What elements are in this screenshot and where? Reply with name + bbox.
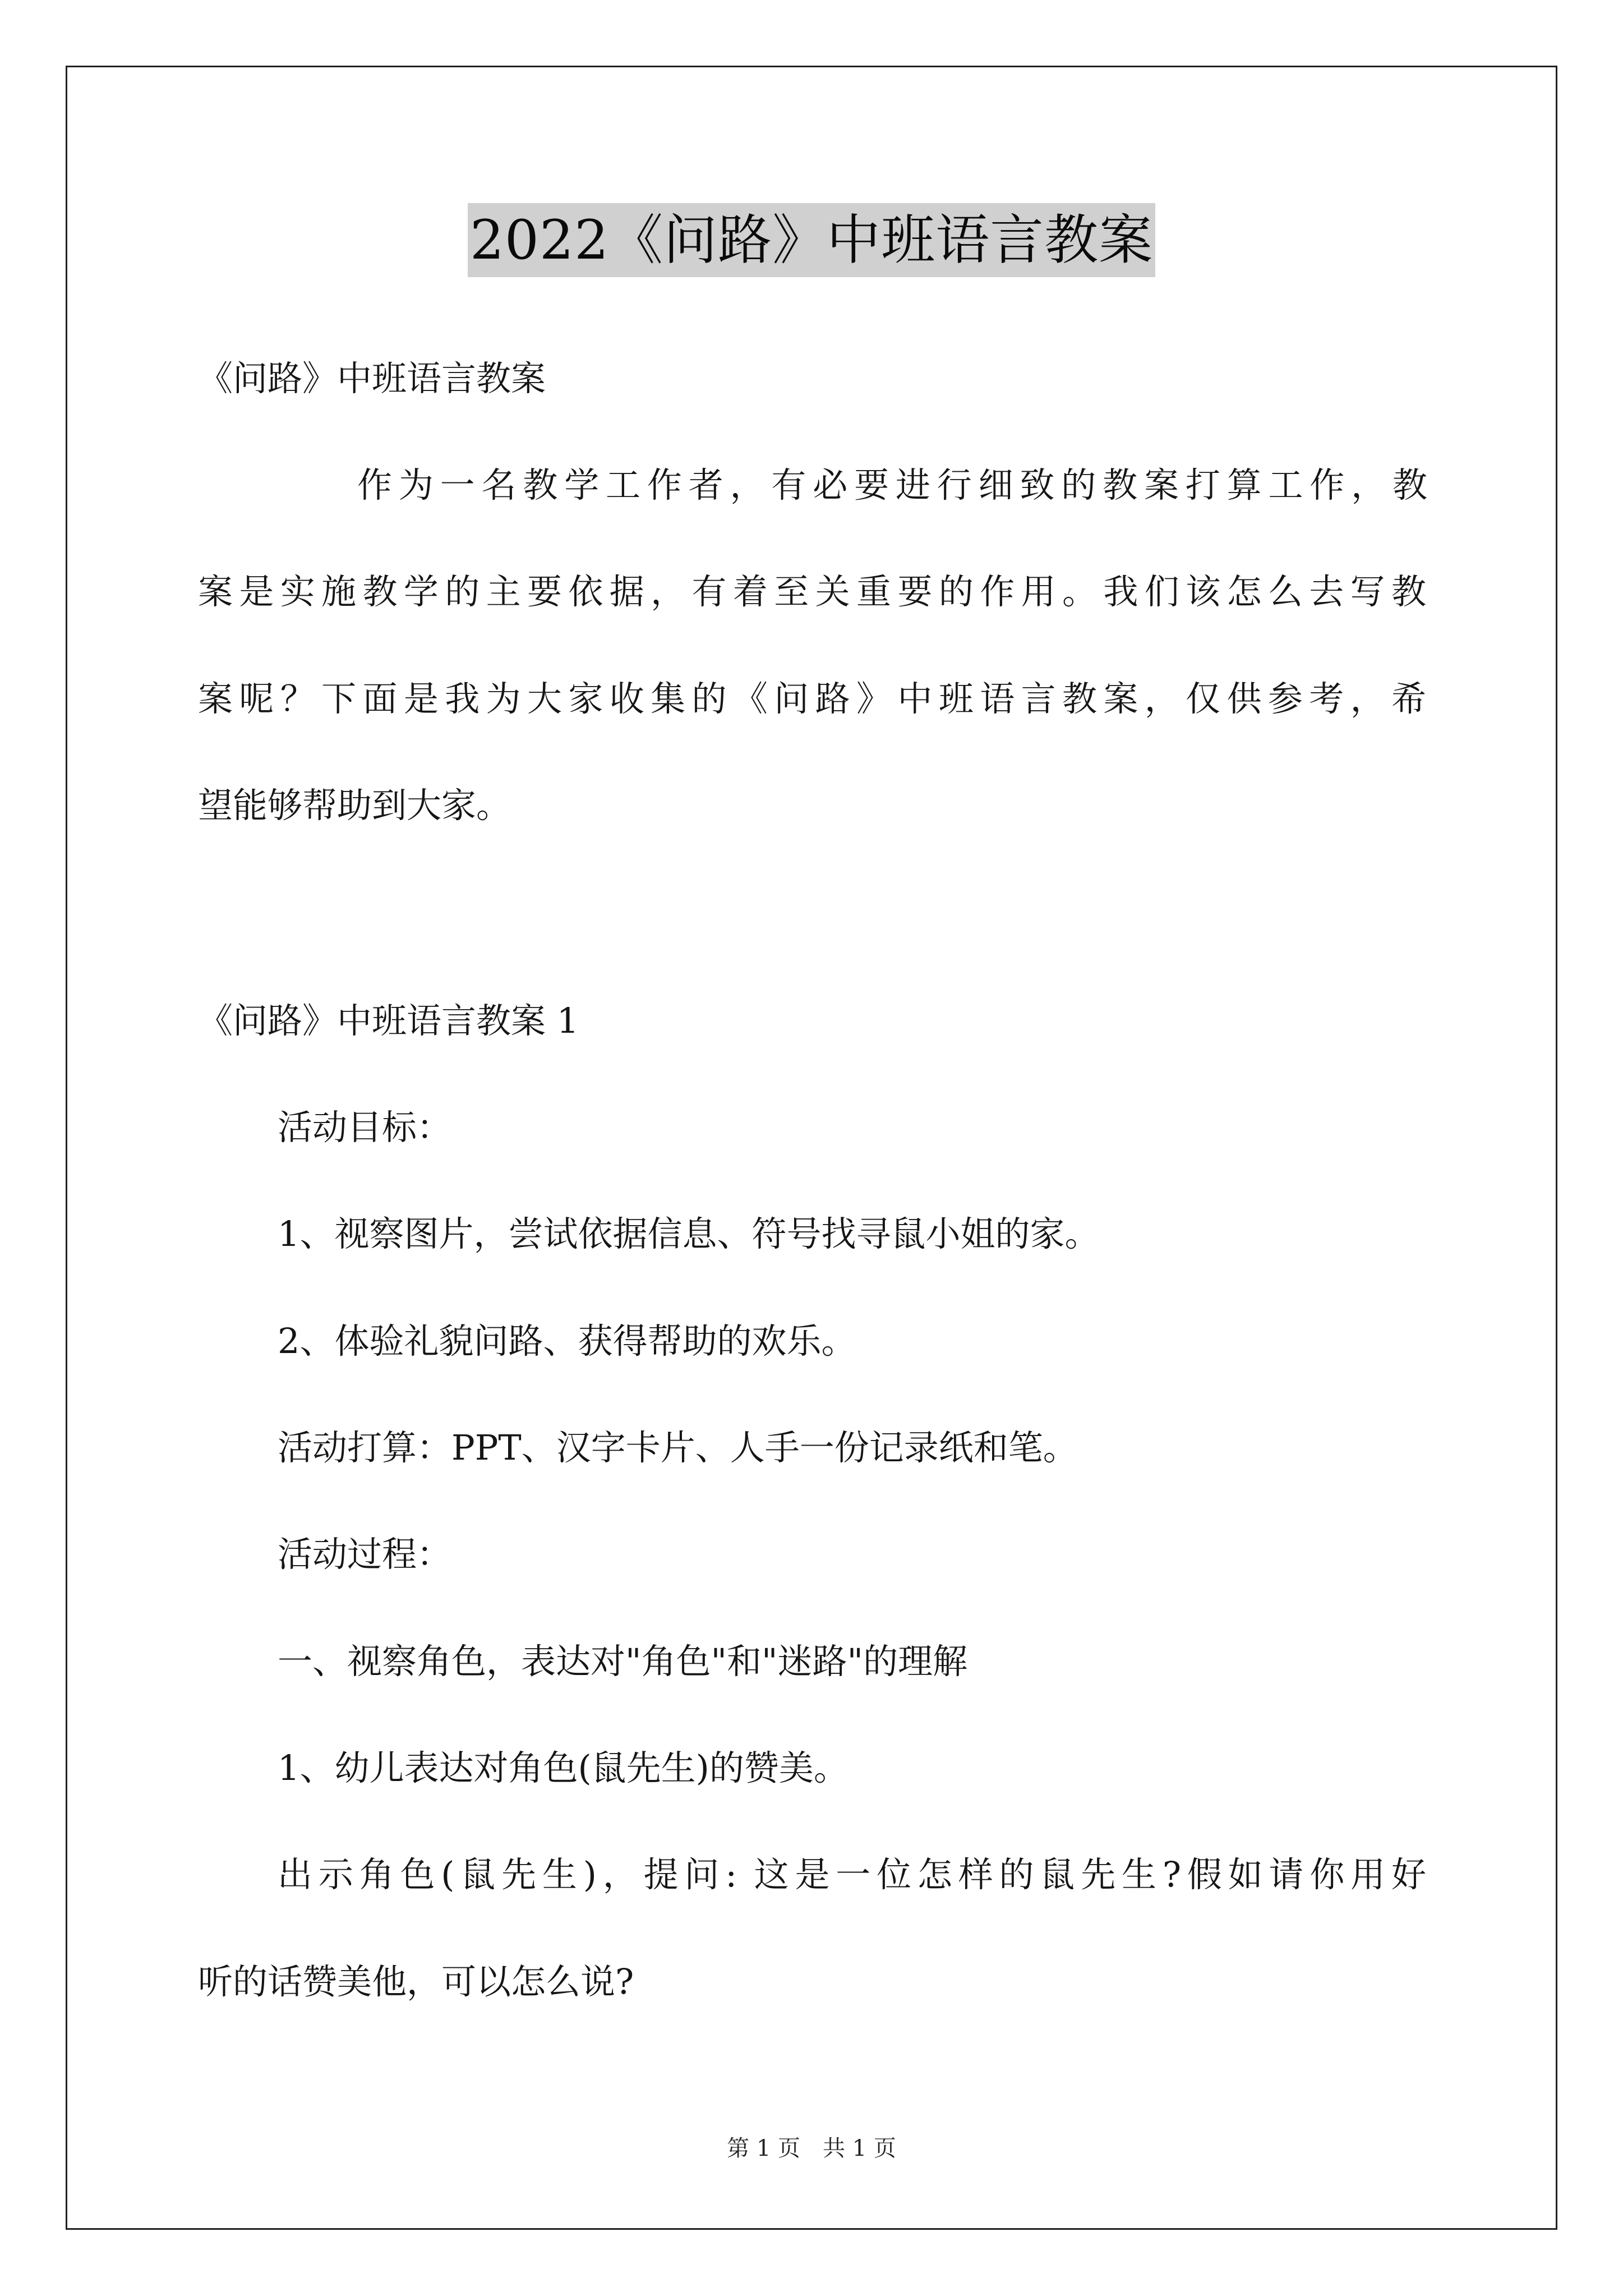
goal-item-1: 1、视察图片，尝试依据信息、符号找寻鼠小姐的家。 bbox=[278, 1213, 1100, 1254]
document-title: 2022《问路》中班语言教案 bbox=[468, 203, 1155, 277]
question-line-1: 出示角色(鼠先生)，提问: 这是一位怎样的鼠先生?假如请你用好 bbox=[278, 1854, 1426, 1895]
activity-prep: 活动打算：PPT、汉字卡片、人手一份记录纸和笔。 bbox=[278, 1427, 1078, 1468]
process-step-1: 一、视察角色，表达对"角色"和"迷路"的理解 bbox=[278, 1641, 968, 1682]
intro-line-4: 望能够帮助到大家。 bbox=[198, 785, 511, 826]
document-subtitle: 《问路》中班语言教案 bbox=[198, 358, 546, 399]
intro-line-1: 作为一名教学工作者，有必要进行细致的教案打算工作，教 bbox=[357, 464, 1427, 505]
intro-line-2: 案是实施教学的主要依据，有着至关重要的作用。我们该怎么去写教 bbox=[198, 571, 1426, 612]
intro-line-3: 案呢？下面是我为大家收集的《问路》中班语言教案，仅供参考，希 bbox=[198, 678, 1426, 719]
title-container bbox=[0, 203, 1623, 277]
process-substep-1: 1、幼儿表达对角色(鼠先生)的赞美。 bbox=[278, 1747, 849, 1788]
question-line-2: 听的话赞美他，可以怎么说? bbox=[198, 1961, 634, 2002]
section-heading: 《问路》中班语言教案 1 bbox=[198, 1000, 579, 1041]
goal-item-2: 2、体验礼貌问路、获得帮助的欢乐。 bbox=[278, 1320, 856, 1361]
activity-goals-label: 活动目标： bbox=[278, 1107, 452, 1148]
page-number-footer: 第 1 页 共 1 页 bbox=[727, 2136, 896, 2161]
activity-process-label: 活动过程： bbox=[278, 1534, 452, 1575]
